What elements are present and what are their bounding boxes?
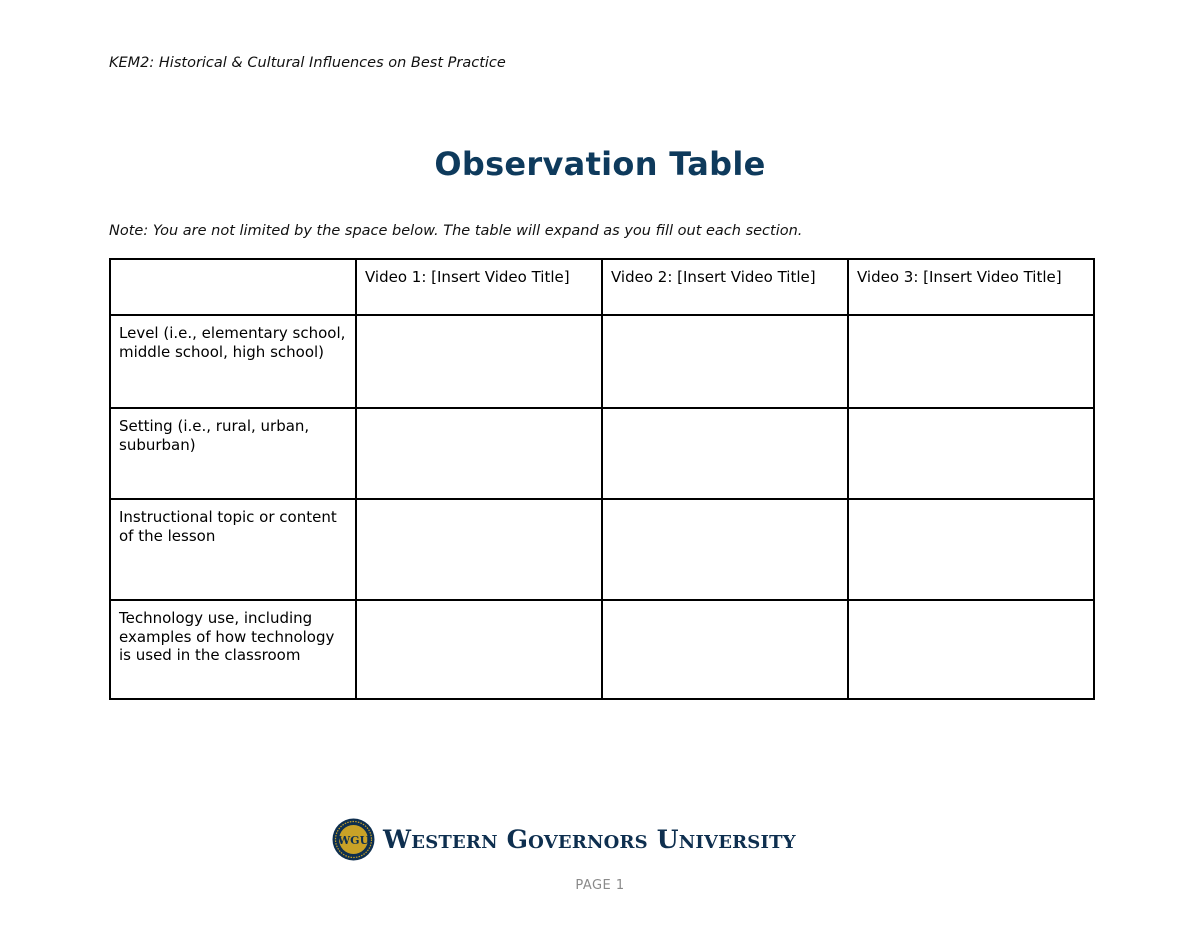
table-cell[interactable] <box>848 600 1094 699</box>
observation-table <box>109 258 1095 700</box>
column-header-video-3[interactable]: Video 3: [Insert Video Title] <box>848 259 1094 315</box>
row-label-setting: Setting (i.e., rural, urban, suburban) <box>110 408 356 499</box>
column-header-video-1[interactable]: Video 1: [Insert Video Title] <box>356 259 602 315</box>
table-cell[interactable] <box>356 600 602 699</box>
table-cell[interactable] <box>356 315 602 408</box>
university-name: Western Governors University <box>383 825 796 854</box>
table-row <box>110 600 1094 699</box>
table-cell[interactable] <box>848 408 1094 499</box>
seal-initials: WGU <box>337 834 370 847</box>
university-seal-icon <box>332 818 375 861</box>
document-header: KEM2: Historical & Cultural Influences on Best Practice <box>109 55 506 71</box>
row-label-technology-use: Technology use, including examples of how technology is used in the classroom <box>110 600 356 699</box>
table-row <box>110 408 1094 499</box>
instruction-note: Note: You are not limited by the space below. The table will expand as you fill out each section. <box>109 223 803 239</box>
table-cell[interactable] <box>848 499 1094 600</box>
table-cell[interactable] <box>602 315 848 408</box>
table-row <box>110 499 1094 600</box>
university-logo <box>332 818 796 861</box>
table-corner-cell[interactable] <box>110 259 356 315</box>
page-number: PAGE 1 <box>575 878 625 893</box>
table-cell[interactable] <box>602 600 848 699</box>
row-label-instructional-topic: Instructional topic or content of the lesson <box>110 499 356 600</box>
table-header-row <box>110 259 1094 315</box>
row-label-level: Level (i.e., elementary school, middle school, high school) <box>110 315 356 408</box>
table-cell[interactable] <box>602 408 848 499</box>
table-cell[interactable] <box>602 499 848 600</box>
table-row <box>110 315 1094 408</box>
table-cell[interactable] <box>848 315 1094 408</box>
page-title: Observation Table <box>434 145 766 183</box>
table-cell[interactable] <box>356 499 602 600</box>
column-header-video-2[interactable]: Video 2: [Insert Video Title] <box>602 259 848 315</box>
table-cell[interactable] <box>356 408 602 499</box>
